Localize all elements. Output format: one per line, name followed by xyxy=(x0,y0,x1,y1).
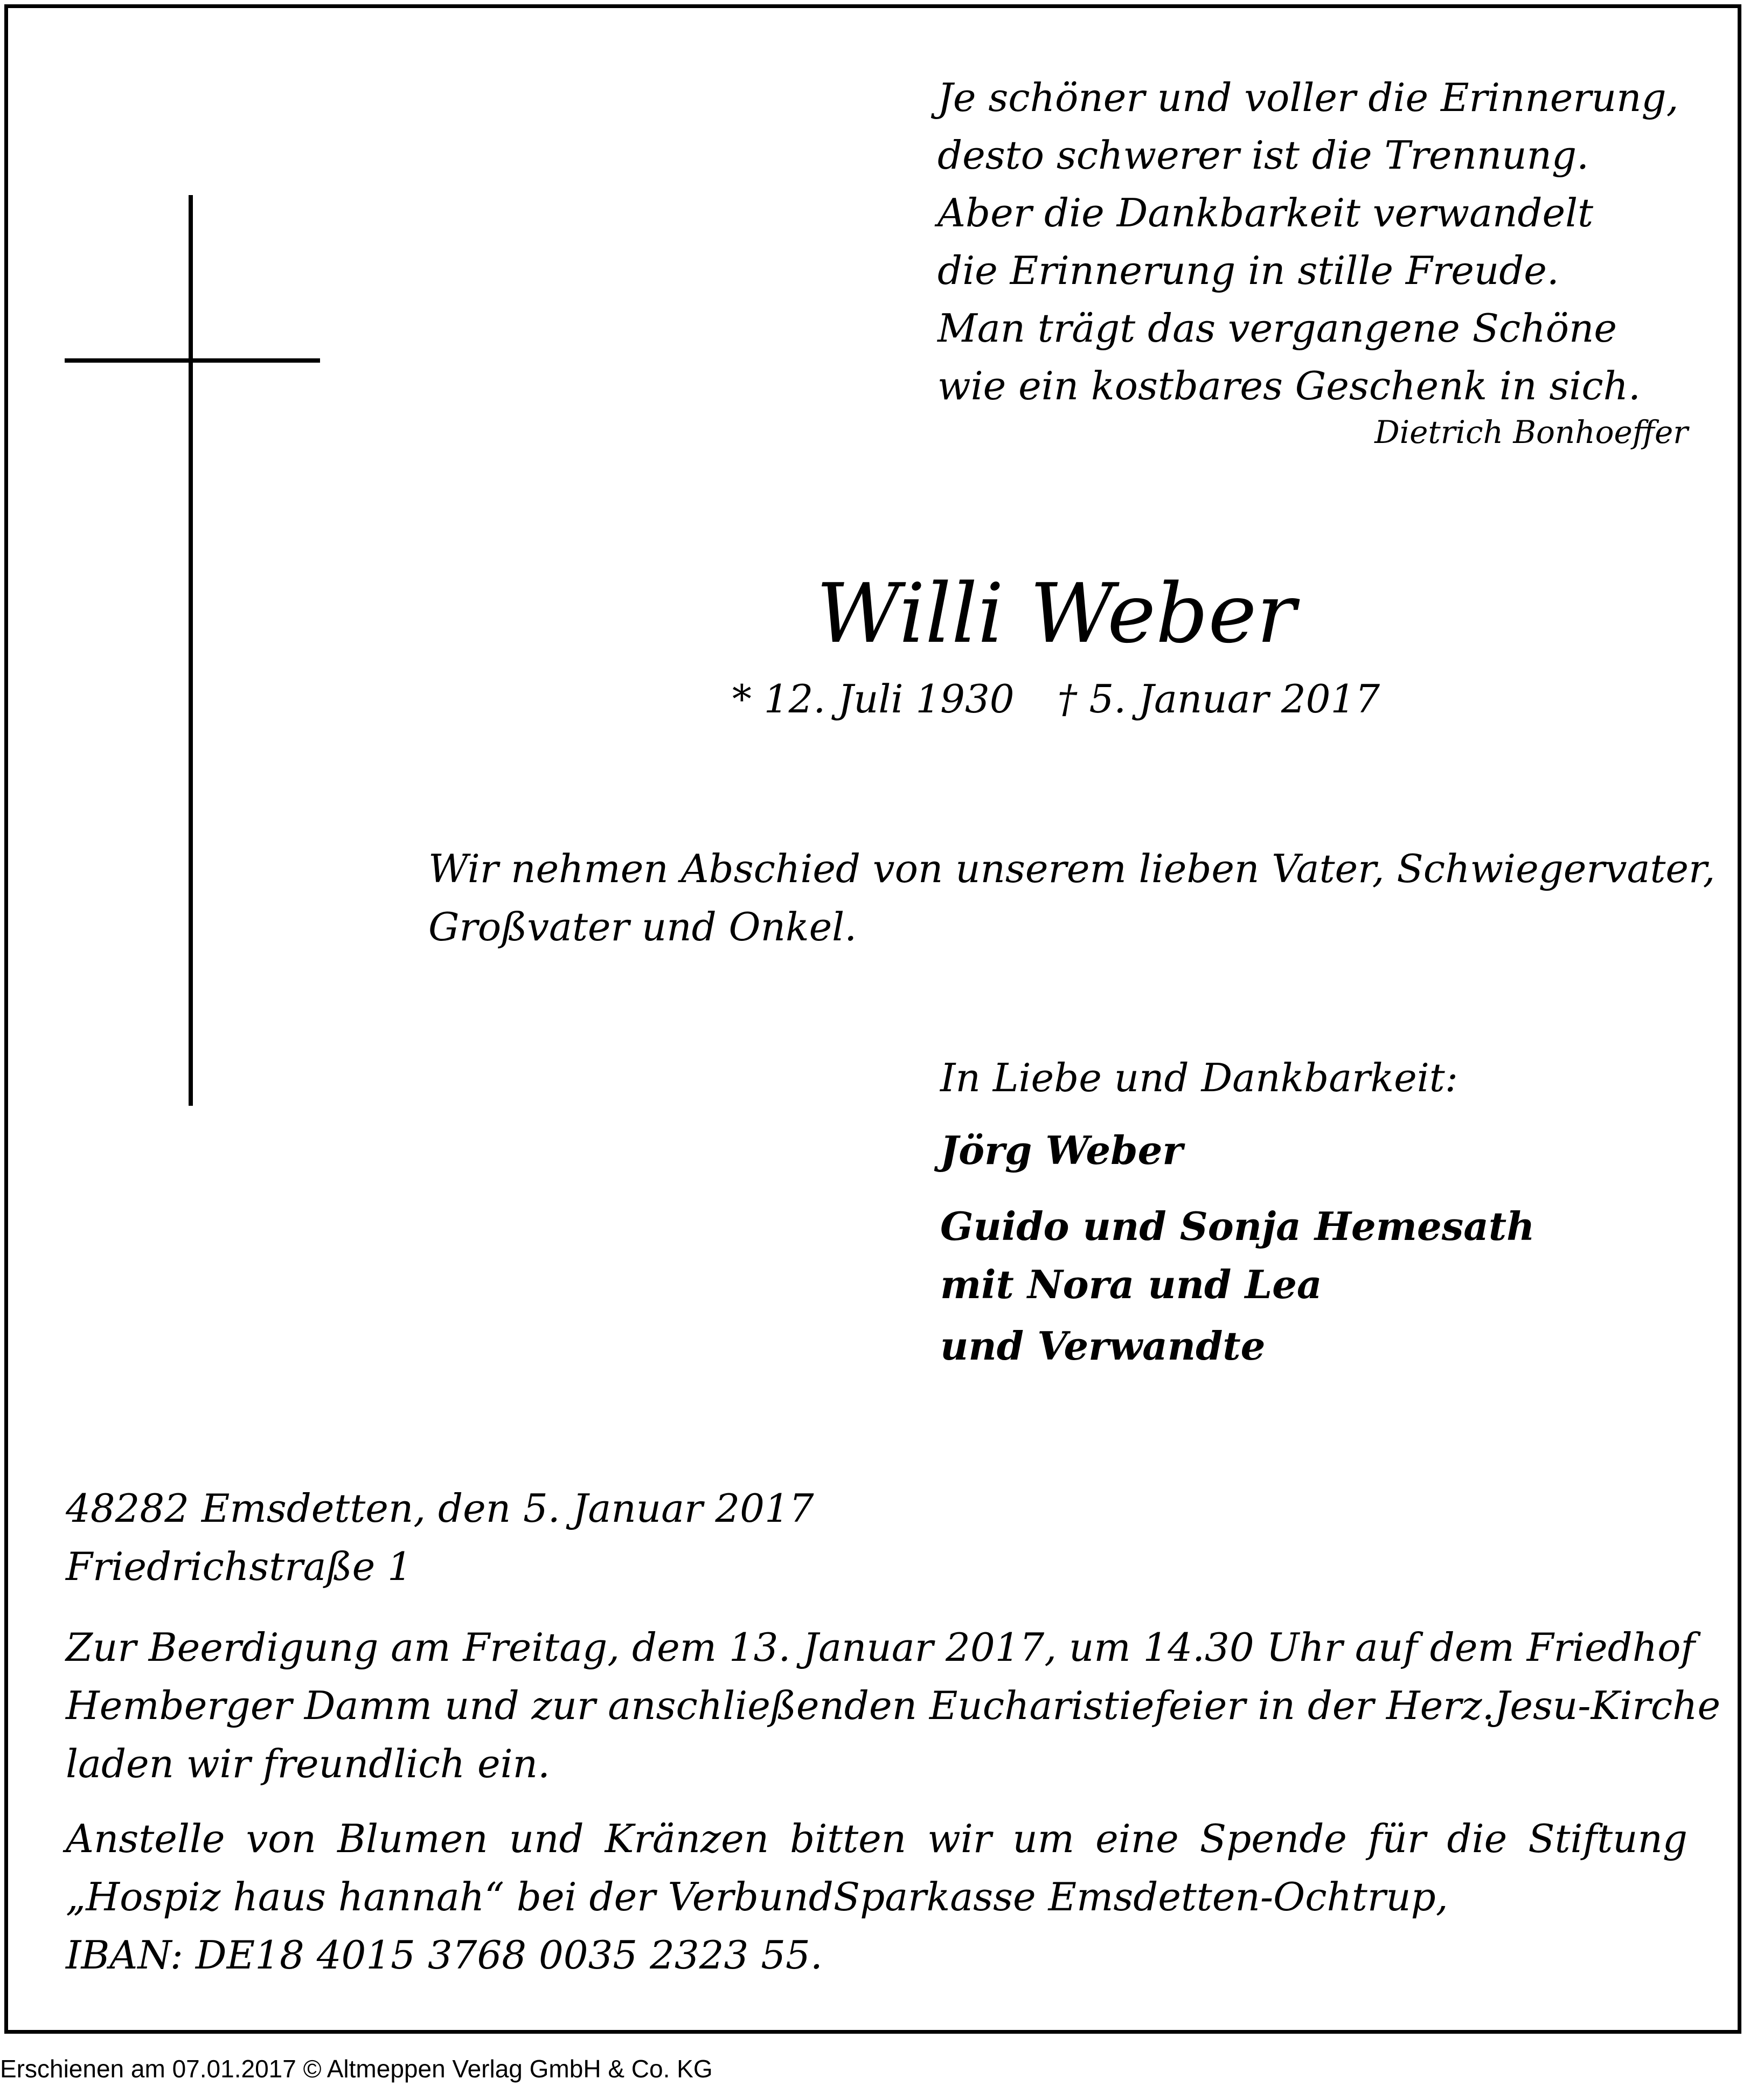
donation-word: für xyxy=(1367,1816,1426,1861)
donation-word: bitten xyxy=(790,1816,907,1861)
quote-block xyxy=(938,69,1703,415)
donation-word: die xyxy=(1447,1816,1508,1861)
funeral-line: laden wir freundlich ein. xyxy=(66,1741,550,1786)
donation-word: von xyxy=(246,1816,317,1861)
place-line: 48282 Emsdetten, den 5. Januar 2017 xyxy=(66,1486,814,1531)
donation-word: eine xyxy=(1095,1816,1179,1861)
mourner-line: mit Nora und Lea xyxy=(940,1262,1322,1307)
quote-line: Aber die Dankbarkeit verwandelt xyxy=(938,190,1594,235)
quote-line: Je schöner und voller die Erinnerung, xyxy=(938,75,1679,120)
mourner-line: Guido und Sonja Hemesath xyxy=(940,1203,1535,1249)
quote-line: desto schwerer ist die Trennung. xyxy=(938,133,1589,178)
donation-word: Stiftung xyxy=(1528,1816,1688,1861)
mourner-name xyxy=(940,1197,1534,1314)
signoff: In Liebe und Dankbarkeit: xyxy=(940,1055,1458,1100)
farewell-text xyxy=(428,840,1721,956)
donation-line xyxy=(66,1810,1688,1868)
place-and-date xyxy=(66,1479,814,1596)
mourner-name: und Verwandte xyxy=(940,1323,1266,1369)
donation-word: wir xyxy=(927,1816,992,1861)
quote-line: wie ein kostbares Geschenk in sich. xyxy=(938,363,1641,408)
donation-word: Spende xyxy=(1199,1816,1347,1861)
donation-word: Anstelle xyxy=(66,1816,225,1861)
donation-word: Blumen xyxy=(337,1816,488,1861)
farewell-line: Großvater und Onkel. xyxy=(428,904,857,949)
farewell-line: Wir nehmen Abschied von unserem lieben Vater, Schwiegervater, xyxy=(428,846,1716,891)
funeral-info xyxy=(66,1618,1721,1793)
quote-line: die Erinnerung in stille Freude. xyxy=(938,248,1559,293)
publication-footer: Erschienen am 07.01.2017 © Altmeppen Verlag GmbH & Co. KG xyxy=(0,2055,713,2083)
mourner-name: Jörg Weber xyxy=(940,1127,1183,1173)
life-dates xyxy=(582,676,1530,722)
iban-line: IBAN: DE18 4015 3768 0035 2323 55. xyxy=(66,1932,823,1978)
cross-vertical-bar xyxy=(189,195,193,1106)
funeral-line: Hemberger Damm und zur anschließenden Eucharistiefeier in der Herz.Jesu-Kirche xyxy=(66,1683,1721,1728)
deceased-name: Willi Weber xyxy=(816,566,1296,661)
address-line: Friedrichstraße 1 xyxy=(66,1544,412,1589)
cross-horizontal-bar xyxy=(65,358,320,363)
quote-line: Man trägt das vergangene Schöne xyxy=(938,306,1617,351)
donation-info xyxy=(66,1810,1688,1984)
donation-line: „Hospiz haus hannah“ bei der VerbundSparkasse Emsdetten-Ochtrup, xyxy=(66,1874,1448,1919)
funeral-line: Zur Beerdigung am Freitag, dem 13. Januar 2017, um 14.30 Uhr auf dem Friedhof xyxy=(66,1625,1696,1670)
death-date: † 5. Januar 2017 xyxy=(1057,676,1380,722)
birth-date: * 12. Juli 1930 xyxy=(732,676,1015,722)
donation-word: und xyxy=(509,1816,584,1861)
donation-word: um xyxy=(1012,1816,1075,1861)
donation-word: Kränzen xyxy=(605,1816,769,1861)
quote-author: Dietrich Bonhoeffer xyxy=(1374,414,1688,451)
